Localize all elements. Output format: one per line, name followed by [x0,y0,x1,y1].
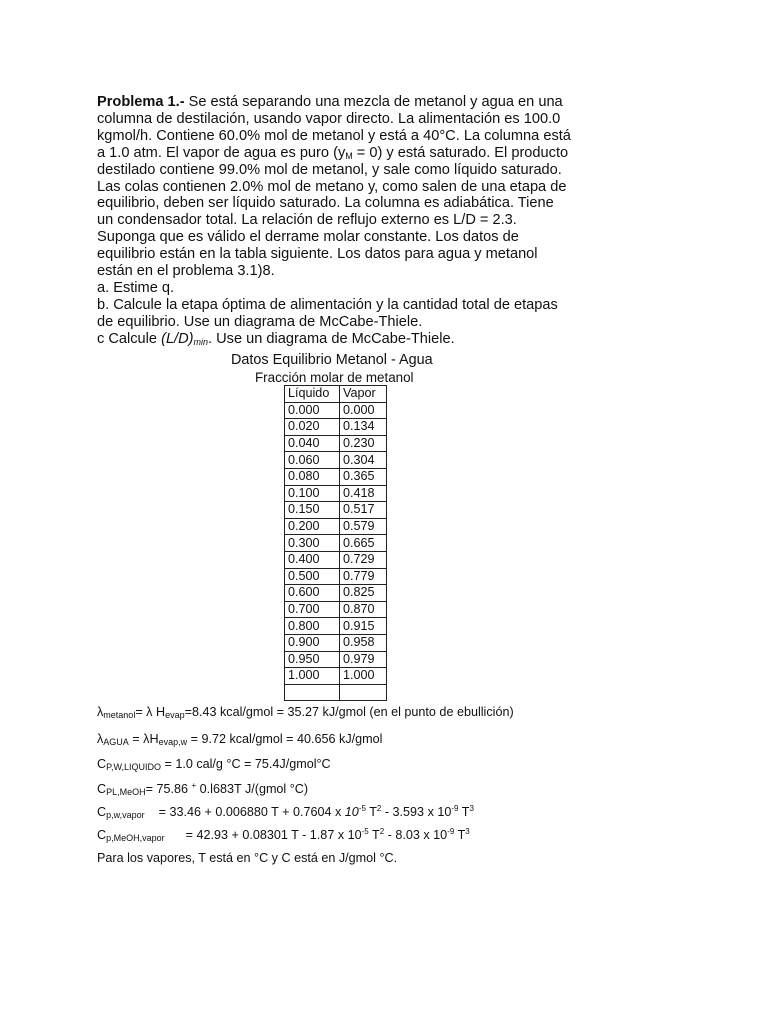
table-row [285,468,387,485]
problem-statement [97,94,577,348]
problem-line-3: kgmol/h. Contiene 60.0% mol de metanol y está a 40°C. La columna está [97,127,571,144]
liquid-cell: 0.900 [285,634,340,651]
liquid-cell [285,684,340,701]
cp-water-liquid-line: $C_{P,W,LIQUIDO} = 1.0$ cal/g °C = 75.4J/gmol°C [97,757,331,772]
table-row [285,568,387,585]
table-row [285,402,387,419]
problem-line-6: Las colas contienen 2.0% mol de metano y, como salen de una etapa de [97,178,567,195]
table-row [285,551,387,568]
vapor-cell: 1.000 [340,668,387,685]
table-row [285,634,387,651]
liquid-cell: 0.040 [285,435,340,452]
lambda-water-line: $\lambda_{AGUA} = \lambda H_{evap,w} = 9.72$ kcal/gmol = 40.656 kJ/gmol [97,732,383,747]
question-c: c Calcule $(L/D)_{min}$. Use un diagrama de McCabe-Thiele. [97,330,455,347]
vapor-cell: 0.134 [340,419,387,436]
cp-methanol-liquid-line: $C_{PL,MeOH}= 75.86$ + 0.l683T J/(gmol °C) [97,781,309,797]
vapor-cell: 0.779 [340,568,387,585]
lambda-methanol-line: $\lambda_{metanol}= \lambda$ $H_{evap}=8.43$ kcal/gmol = 35.27 kJ/gmol (en el punto de ebullición) [97,705,514,720]
liquid-cell: 0.400 [285,551,340,568]
liquid-cell: 0.300 [285,535,340,552]
table-row [285,585,387,602]
problem-line-11: están en el problema 3.1)8. [97,263,275,280]
table-header-row [285,386,387,403]
table-row [285,518,387,535]
liquid-cell: 1.000 [285,668,340,685]
vapor-cell: 0.000 [340,402,387,419]
liquid-cell: 0.700 [285,601,340,618]
liquid-cell: 0.060 [285,452,340,469]
problem-line-5: destilado contiene 99.0% mol de metanol, y sale como líquido saturado. [97,161,562,178]
table-row [285,502,387,519]
question-a: a. Estime q. [97,279,175,296]
table-subtitle: Fracción molar de metanol [255,370,414,385]
liquid-cell: 0.080 [285,468,340,485]
problem-line-7: equilibrio, deben ser líquido saturado. La columna es adiabática. Tiene [97,195,554,212]
question-b-line-2: de equilibrio. Use un diagrama de McCabe-Thiele. [97,313,423,330]
problem-heading: Problema 1.- [97,94,185,110]
vapor-cell: 0.979 [340,651,387,668]
vapor-cell: 0.418 [340,485,387,502]
header-vapor: Vapor [340,386,387,403]
vapor-cell: 0.665 [340,535,387,552]
problem-line-4: a 1.0 atm. El vapor de agua es puro $(y_M = 0)$ y está saturado. El producto [97,144,569,161]
vapor-cell: 0.915 [340,618,387,635]
liquid-cell: 0.500 [285,568,340,585]
vapor-cell [340,684,387,701]
table-row [285,651,387,668]
liquid-cell: 0.150 [285,502,340,519]
problem-line-8: un condensador total. La relación de reflujo externo es L/D = 2.3. [97,212,517,229]
vapor-cell: 0.579 [340,518,387,535]
liquid-cell: 0.100 [285,485,340,502]
liquid-cell: 0.600 [285,585,340,602]
table-row [285,601,387,618]
table-row [285,668,387,685]
table-row [285,618,387,635]
problem-line-1: Problema 1.- Se está separando una mezcla de metanol y agua en una [97,94,563,110]
liquid-cell: 0.020 [285,419,340,436]
question-b-line-1: b. Calcule la etapa óptima de alimentación y la cantidad total de etapas [97,296,558,313]
liquid-cell: 0.950 [285,651,340,668]
table-row [285,452,387,469]
table-row [285,535,387,552]
vapor-cell: 0.870 [340,601,387,618]
cp-methanol-vapor-line: $C_{p,MeOH,vapor}$ = 42.93 + 0.08301 T - 1.87 x $10^{-5}$ $T^2 - 8.03$ x $10^{-9}$ $T^3$ [97,827,470,843]
table-body [285,402,387,701]
units-note: Para los vapores, T está en °C y C está en J/gmol °C. [97,851,398,865]
vapor-cell: 0.365 [340,468,387,485]
problem-line-9: Suponga que es válido el derrame molar constante. Los datos de [97,229,519,246]
vapor-cell: 0.517 [340,502,387,519]
problem-line-10: equilibrio están en la tabla siguiente. Los datos para agua y metanol [97,246,538,263]
table-row [285,684,387,701]
cp-water-vapor-line: $C_{p,w,vapor}$ = 33.46 + 0.006880 T + 0.7604 x $10^{-5}$ $T^2 - 3.593$ x $10^{-9}$ $T^3$ [97,804,474,820]
liquid-cell: 0.800 [285,618,340,635]
vapor-cell: 0.729 [340,551,387,568]
liquid-cell: 0.200 [285,518,340,535]
equilibrium-table [284,385,387,701]
vapor-cell: 0.304 [340,452,387,469]
header-liquid: Líquido [285,386,340,403]
liquid-cell: 0.000 [285,402,340,419]
table-row [285,435,387,452]
vapor-cell: 0.825 [340,585,387,602]
vapor-cell: 0.958 [340,634,387,651]
problem-line-2: columna de destilación, usando vapor directo. La alimentación es 100.0 [97,110,561,127]
table-row [285,419,387,436]
table-title: Datos Equilibrio Metanol - Agua [231,352,433,368]
table-row [285,485,387,502]
vapor-cell: 0.230 [340,435,387,452]
